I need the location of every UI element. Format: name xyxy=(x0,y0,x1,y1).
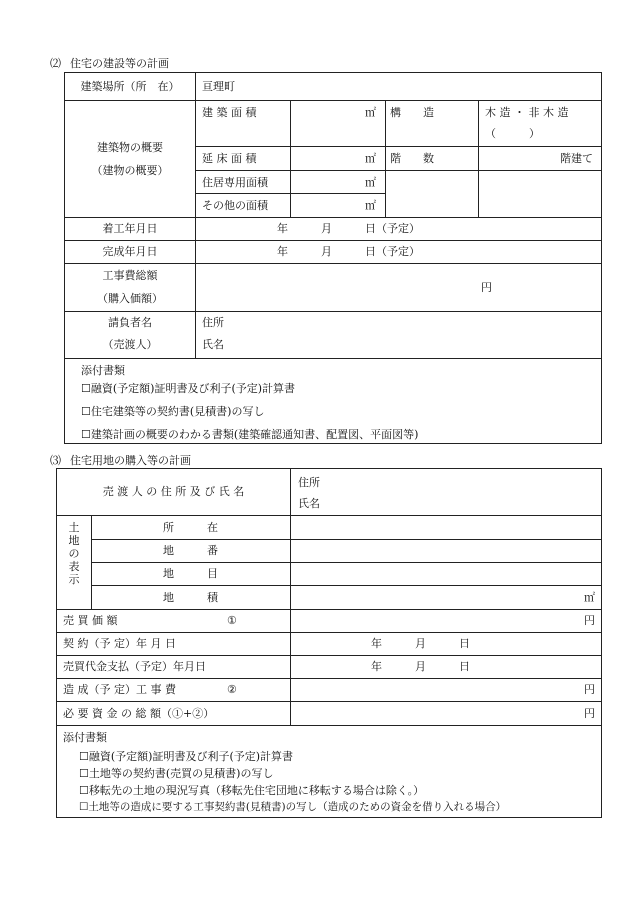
development-cost-yen: 円 xyxy=(584,683,595,696)
structure-label: 構 造 xyxy=(390,106,434,119)
contractor-address-label: 住所 xyxy=(202,316,224,329)
attachment-item: ☐融資(予定額)証明書及び利子(予定)計算書 xyxy=(81,382,296,395)
total-funds-label: 必 要 資 金 の 総 額（①+②） xyxy=(63,707,215,720)
attachment-item: ☐融資(予定額)証明書及び利子(予定)計算書 xyxy=(79,750,294,763)
contract-date-value: 年 月 日 xyxy=(371,637,470,650)
price-mark: ① xyxy=(227,614,237,627)
payment-date-value: 年 月 日 xyxy=(371,660,470,673)
building-area-label: 建 築 面 積 xyxy=(202,106,257,119)
development-cost-mark: ② xyxy=(227,683,237,696)
attachment-item: ☐土地等の契約書(売買の見積書)の写し xyxy=(79,767,274,780)
site-value: 亘理町 xyxy=(202,80,235,93)
overview-label-sub: （建物の概要） xyxy=(91,164,169,177)
floor-area-unit: ㎡ xyxy=(365,152,376,165)
overview-label: 建築物の概要 xyxy=(97,141,163,154)
land-purchase-table xyxy=(56,468,602,818)
floor-area-label: 延 床 面 積 xyxy=(202,152,257,165)
start-date-label: 着工年月日 xyxy=(102,222,158,235)
cost-label: 工事費総額 xyxy=(102,269,158,282)
price-yen: 円 xyxy=(584,614,595,627)
price-label: 売 買 価 額 xyxy=(63,614,118,627)
end-date-value: 年 月 日（予定） xyxy=(277,245,420,258)
land-location-label: 所 在 xyxy=(163,521,218,534)
end-date-label: 完成年月日 xyxy=(102,245,158,258)
cost-label-sub: （購入価額） xyxy=(97,292,163,305)
attachment-item: ☐移転先の土地の現況写真（移転先住宅団地に移転する場合は除く。） xyxy=(79,784,425,797)
development-cost-label: 造 成（予 定）工 事 費 xyxy=(63,683,176,696)
payment-date-label: 売買代金支払（予定）年月日 xyxy=(63,660,206,673)
section3-title-text: 住宅用地の購入等の計画 xyxy=(70,454,191,467)
attachment-item: ☐土地等の造成に要する工事契約書(見積書)の写し（造成のための資金を借り入れる場合） xyxy=(79,801,507,813)
other-area-label: その他の面積 xyxy=(202,199,268,212)
site-label: 建築場所（所 在） xyxy=(80,80,180,93)
seller-address-label: 住所 xyxy=(298,476,320,489)
contractor-label-sub: （売渡人） xyxy=(102,338,158,351)
land-display-label: 土 地 の 表 示 xyxy=(68,521,80,586)
other-area-unit: ㎡ xyxy=(365,199,376,212)
contract-date-label: 契 約（予 定）年 月 日 xyxy=(63,637,176,650)
building-area-unit: ㎡ xyxy=(365,106,376,119)
attachments-title: 添付書類 xyxy=(63,731,107,744)
section2-number: ⑵ xyxy=(50,57,61,70)
section3-number: ⑶ xyxy=(50,454,61,467)
land-lot-number-label: 地 番 xyxy=(163,544,218,557)
land-area-label: 地 積 xyxy=(163,591,218,604)
seller-label: 売 渡 人 の 住 所 及 び 氏 名 xyxy=(102,485,245,498)
residential-area-unit: ㎡ xyxy=(365,176,376,189)
total-funds-yen: 円 xyxy=(584,707,595,720)
section2-title xyxy=(50,55,169,71)
building-plan-table xyxy=(64,72,602,444)
attachment-item: ☐建築計画の概要のわかる書類(建築確認通知書、配置図、平面図等) xyxy=(81,428,419,441)
structure-value: 木 造 ・ 非 木 造 xyxy=(485,106,569,119)
structure-paren: （ ） xyxy=(485,127,540,140)
section3-title xyxy=(50,452,191,468)
section2-title-text: 住宅の建設等の計画 xyxy=(70,57,169,70)
floors-value: 階建て xyxy=(560,152,593,165)
cost-yen: 円 xyxy=(481,281,492,294)
land-category-label: 地 目 xyxy=(163,567,218,580)
land-area-unit: ㎡ xyxy=(584,591,595,604)
floors-label: 階 数 xyxy=(390,152,434,165)
attachment-item: ☐住宅建築等の契約書(見積書)の写し xyxy=(81,405,265,418)
contractor-name-label: 氏名 xyxy=(202,338,224,351)
residential-area-label: 住居専用面積 xyxy=(202,176,268,189)
start-date-value: 年 月 日（予定） xyxy=(277,222,420,235)
seller-name-label: 氏名 xyxy=(298,497,320,510)
contractor-label: 請負者名 xyxy=(108,316,152,329)
attachments-title: 添付書類 xyxy=(81,364,125,377)
